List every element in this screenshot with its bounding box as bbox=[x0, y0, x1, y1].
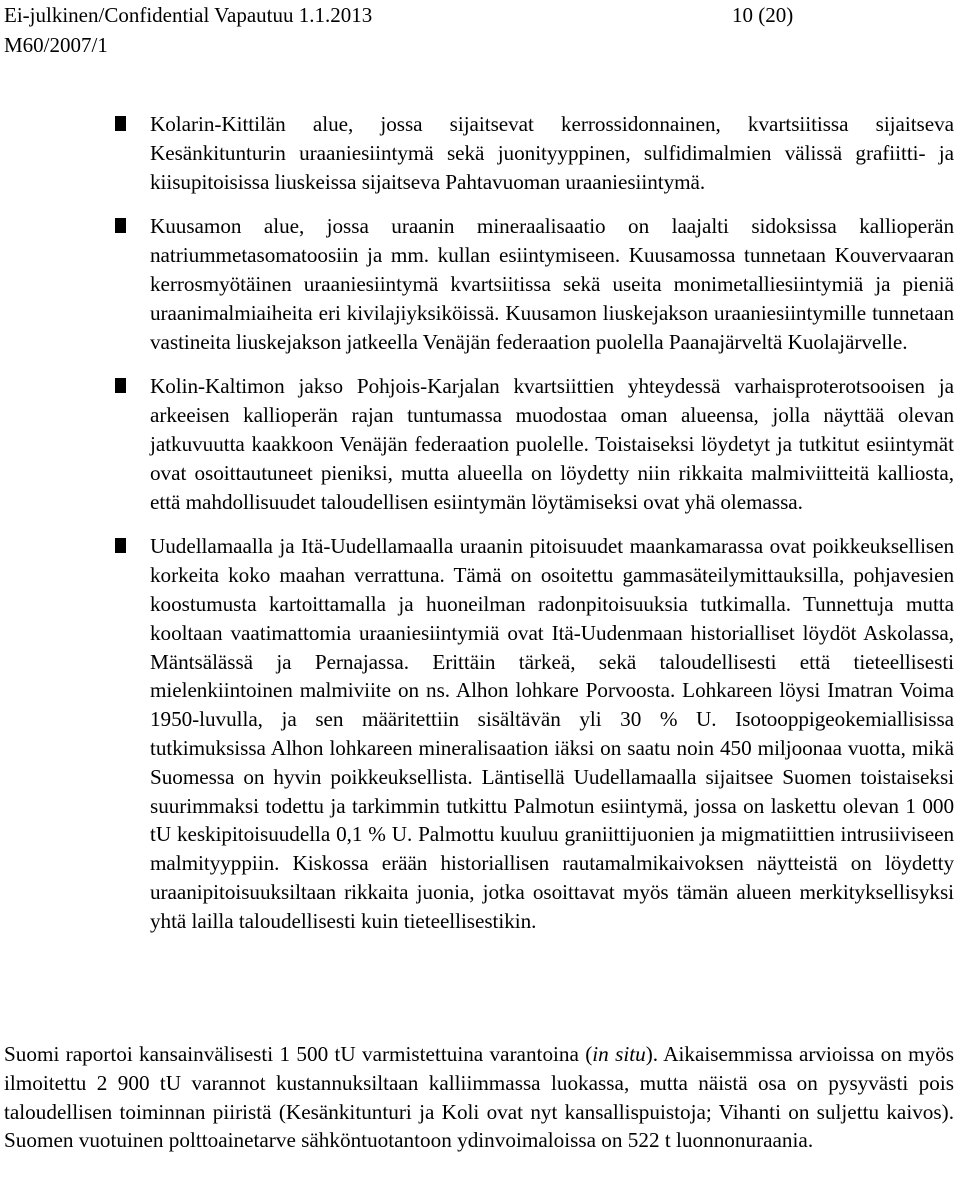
square-bullet-icon bbox=[115, 116, 126, 131]
bullet-item-kolari-kittila bbox=[0, 110, 960, 196]
square-bullet-icon bbox=[115, 378, 126, 393]
square-bullet-icon bbox=[115, 218, 126, 233]
bullet-text: Kolarin-Kittilän alue, jossa sijaitsevat kerrossidonnainen, kvartsiitissa sijaitseva Kesänkitunturin uraaniesiintymä sekä juonityyppinen, sulfidimalmien välissä grafiitti- ja kiisupitoisissa liuskeissa sijaitseva Pahtavuoman uraaniesiintymä. bbox=[150, 112, 954, 194]
confidentiality-label: Ei-julkinen/Confidential Vapautuu 1.1.2013 bbox=[4, 3, 373, 27]
page-number: 10 (20) bbox=[732, 3, 794, 27]
bullet-text: Kolin-Kaltimon jakso Pohjois-Karjalan kvartsiittien yhteydessä varhaisproterotsooisen ja arkeeisen kallioperän rajan tuntumassa muodostaa oman alueensa, jolla näyttää olevan jatkuvuutta kaakkoon Venäjän federaation puolelle. Toistaiseksi löydetyt ja tutkitut esiintymät ovat osoittautuneet pieniksi, mutta alueella on löydetty niin rikkaita malmiviitteitä kalliosta, että mahdollisuudet taloudellisen esiintymän löytämiseksi ovat yhä olemassa. bbox=[150, 374, 954, 514]
summary-text-end: ). Aikaisemmissa arvioissa on myös ilmoitettu 2 900 tU varannot kustannuksiltaan kalliimmassa luokassa, mutta näistä osa on pysyvästi pois taloudellisen toiminnan piiristä (Kesänkitunturi ja Koli ovat nyt kansallispuistoja; Vihanti on suljettu kaivos). Suomen vuotuinen polttoainetarve sähköntuotantoon ydinvoimaloissa on 522 t luonnonuraania. bbox=[4, 1042, 955, 1153]
summary-text-start: Suomi raportoi kansainvälisesti 1 500 tU varmistettuina varantoina ( bbox=[4, 1042, 593, 1066]
document-reference: M60/2007/1 bbox=[4, 33, 108, 57]
header-line-1 bbox=[4, 0, 956, 30]
bullet-item-kuusamo bbox=[0, 212, 960, 356]
bullet-item-koli-kaltimo bbox=[0, 372, 960, 516]
bullet-text: Kuusamon alue, jossa uraanin mineraalisaatio on laajalti sidoksissa kallioperän natriummetasomatoosiin ja mm. kullan esiintymiseen. Kuusamossa tunnetaan Kouvervaaran kerrosmyötäinen uraaniesiintymä kvartsiitissa sekä useita monimetalliesiintymiä ja pieniä uraanimalmiaiheita eri kivilajiyksiköissä. Kuusamon liuskejakson uraaniesiintymille tunnetaan vastineita liuskejakson jatkeella Venäjän federaation puolella Paanajärveltä Kuolajärvelle. bbox=[150, 214, 954, 354]
bullet-text: Uudellamaalla ja Itä-Uudellamaalla uraanin pitoisuudet maankamarassa ovat poikkeuksellisen korkeita koko maahan verrattuna. Tämä on osoitettu gammasäteilymittauksilla, pohjavesien koostumusta kartoittamalla ja huoneilman radonpitoisuuksia tutkimalla. Tunnettuja mutta kooltaan vaatimattomia uraaniesiintymiä ovat Itä-Uudenmaan historialliset löydöt Askolassa, Mäntsälässä ja Pernajassa. Erittäin tärkeä, sekä taloudellisesti että tieteellisesti mielenkiintoinen malmiviite on ns. Alhon lohkare Porvoosta. Lohkareen löysi Imatran Voima 1950-luvulla, ja sen määritettiin sisältävän yli 30 % U. Isotooppigeokemiallisissa tutkimuksissa Alhon lohkareen mineralisaation iäksi on saatu noin 450 miljoonaa vuotta, mikä Suomessa on hyvin poikkeuksellista. Läntisellä Uudellamaalla sijaitsee Suomen toistaiseksi suurimmaksi todettu ja tarkimmin tutkittu Palmotun esiintymä, jossa on laskettu olevan 1 000 tU keskipitoisuudella 0,1 % U. Palmottu kuuluu graniittijuonien ja migmatiittien intrusiiviseen malmityyppiin. Kiskossa erään historiallisen rautamalmikaivoksen näytteistä on löydetty uraanipitoisuuksiltaan rikkaita juonia, jotka osoittavat myös tämän alueen merkityksellisyksi yhtä lailla taloudellisesti kuin tieteellisestikin. bbox=[150, 534, 954, 933]
page-header bbox=[4, 0, 956, 60]
bullet-list bbox=[0, 110, 960, 952]
header-line-2 bbox=[4, 30, 956, 60]
bullet-item-uusimaa bbox=[0, 532, 960, 935]
summary-italic-term: in situ bbox=[592, 1042, 646, 1066]
square-bullet-icon bbox=[115, 538, 126, 553]
summary-paragraph bbox=[4, 1040, 954, 1155]
